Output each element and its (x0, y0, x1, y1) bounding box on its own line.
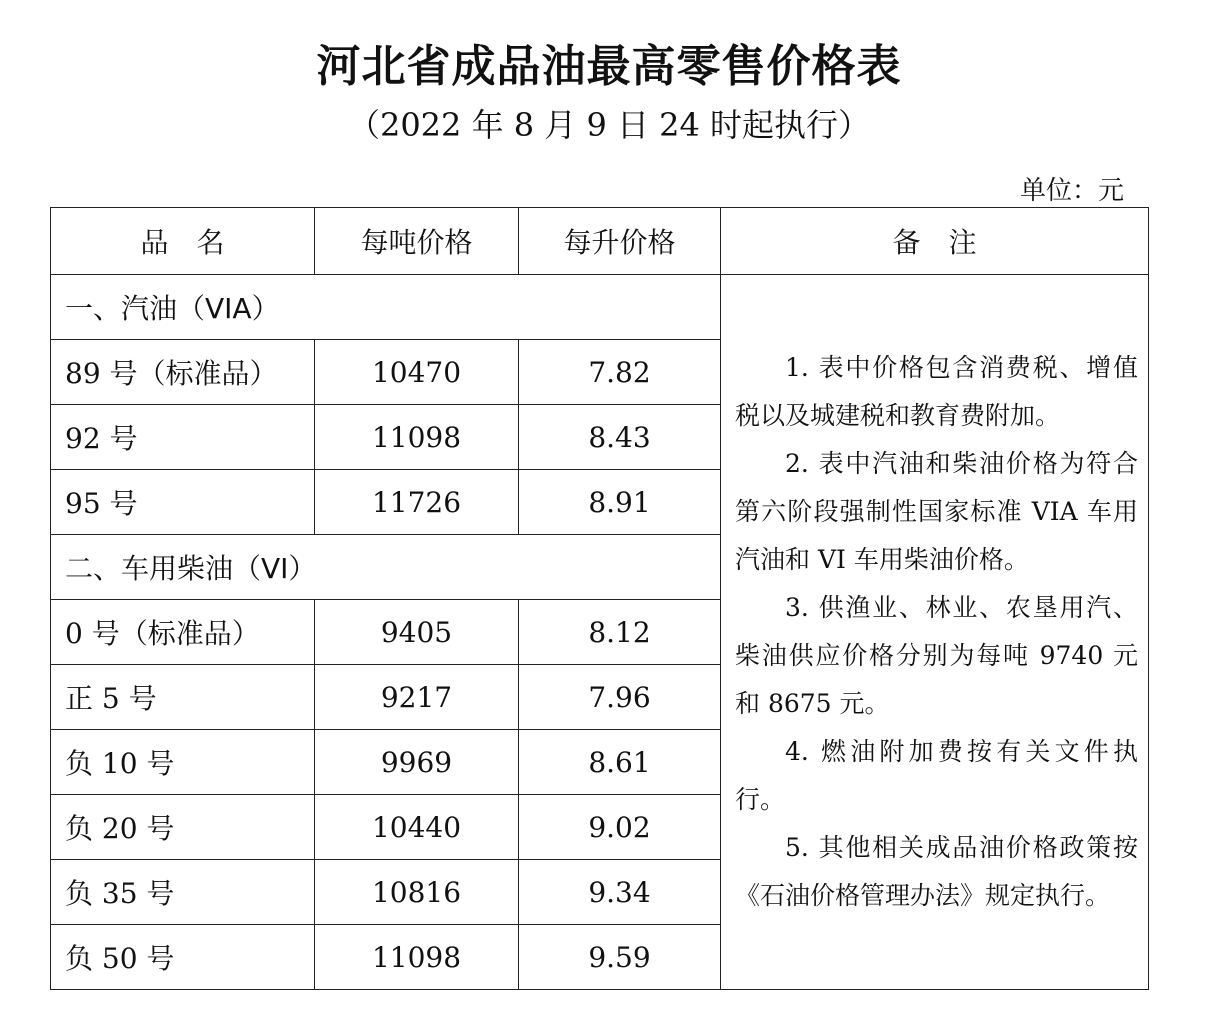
price-table (50, 207, 1149, 990)
note-item: 5. 其他相关成品油价格政策按《石油价格管理办法》规定执行。 (735, 833, 1138, 910)
price-per-ton: 11726 (315, 470, 519, 535)
product-name: 负 50 号 (51, 925, 315, 990)
product-name: 89 号（标准品） (51, 340, 315, 405)
notes-cell (721, 275, 1149, 990)
effective-date: （2022 年 8 月 9 日 24 时起执行） (347, 106, 871, 144)
price-per-ton: 9217 (315, 665, 519, 730)
product-name: 92 号 (51, 405, 315, 470)
price-per-ton: 10470 (315, 340, 519, 405)
unit-label: 单位：元 (1019, 176, 1124, 206)
note-item: 3. 供渔业、林业、农垦用汽、柴油供应价格分别为每吨 9740 元和 8675 元。 (735, 593, 1138, 718)
price-per-liter: 8.91 (519, 470, 721, 535)
price-per-ton: 10816 (315, 860, 519, 925)
price-per-liter: 8.43 (519, 405, 721, 470)
price-per-ton: 11098 (315, 925, 519, 990)
price-per-liter: 8.12 (519, 600, 721, 665)
note-item: 2. 表中汽油和柴油价格为符合第六阶段强制性国家标准 VIA 车用汽油和 VI 车用柴油价格。 (735, 449, 1138, 574)
page-title: 河北省成品油最高零售价格表 (316, 41, 902, 92)
header-row (51, 208, 1149, 275)
product-name: 负 10 号 (51, 730, 315, 795)
section-row-gasoline (51, 275, 1149, 340)
product-name: 0 号（标准品） (51, 600, 315, 665)
price-per-liter: 7.96 (519, 665, 721, 730)
price-per-liter: 9.59 (519, 925, 721, 990)
product-name: 正 5 号 (51, 665, 315, 730)
price-per-liter: 7.82 (519, 340, 721, 405)
price-per-ton: 9405 (315, 600, 519, 665)
header-per-liter: 每升价格 (519, 208, 721, 275)
product-name: 负 35 号 (51, 860, 315, 925)
price-per-ton: 11098 (315, 405, 519, 470)
header-product: 品 名 (51, 208, 315, 275)
section-title-gasoline: 一、汽油（VIA） (51, 275, 721, 340)
header-notes: 备 注 (721, 208, 1149, 275)
section-title-diesel: 二、车用柴油（VI） (51, 535, 721, 600)
product-name: 95 号 (51, 470, 315, 535)
product-name: 负 20 号 (51, 795, 315, 860)
price-per-liter: 8.61 (519, 730, 721, 795)
note-item: 1. 表中价格包含消费税、增值税以及城建税和教育费附加。 (735, 353, 1138, 430)
price-per-liter: 9.34 (519, 860, 721, 925)
note-item: 4. 燃油附加费按有关文件执行。 (735, 737, 1138, 814)
price-per-ton: 9969 (315, 730, 519, 795)
header-per-ton: 每吨价格 (315, 208, 519, 275)
price-per-liter: 9.02 (519, 795, 721, 860)
price-per-ton: 10440 (315, 795, 519, 860)
